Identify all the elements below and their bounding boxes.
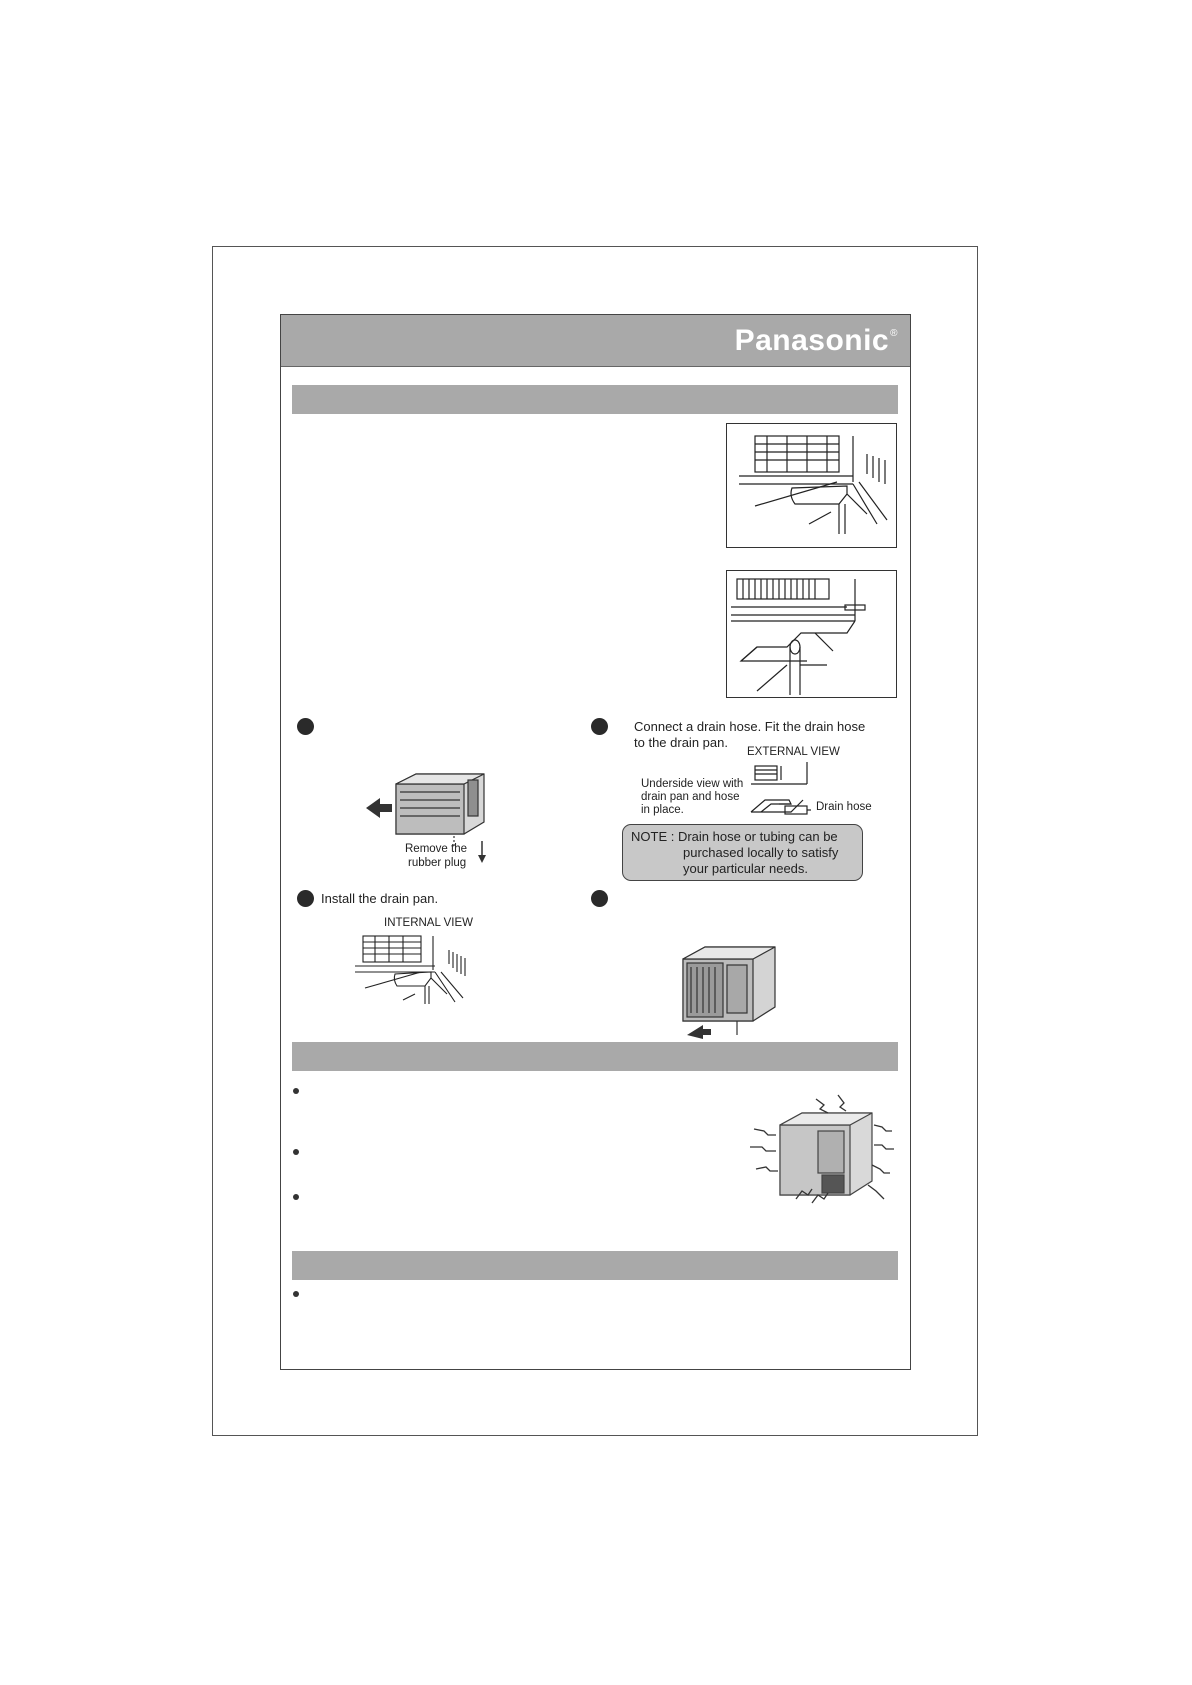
panasonic-logo: Panasonic® xyxy=(734,324,898,357)
manual-page xyxy=(280,314,911,1370)
step-4-marker xyxy=(591,890,608,907)
external-desc-line1: Underside view with xyxy=(641,778,744,790)
step-3-text: Install the drain pan. xyxy=(321,891,439,906)
note-line1: NOTE : Drain hose or tubing can be xyxy=(631,829,838,844)
note-line3: your particular needs. xyxy=(683,861,809,876)
figure-remove-rubber-plug xyxy=(366,770,496,850)
bullet-3 xyxy=(293,1194,299,1200)
bullet-1 xyxy=(293,1088,299,1094)
internal-view-title: INTERNAL VIEW xyxy=(384,917,474,929)
drain-hose-label: Drain hose xyxy=(816,801,872,813)
step-3-marker xyxy=(297,890,314,907)
figure-drain-pan-internal xyxy=(726,423,897,548)
note-line2: purchased locally to satisfy xyxy=(683,845,839,860)
note-box xyxy=(622,824,863,881)
bullet-4 xyxy=(293,1291,299,1297)
step-1-marker xyxy=(297,718,314,735)
step-2-text-line1: Connect a drain hose. Fit the drain hose xyxy=(634,719,866,734)
step-2-text-line2: to the drain pan. xyxy=(634,735,728,750)
section-bar-2 xyxy=(292,1042,898,1071)
down-arrow-icon xyxy=(477,841,487,865)
bullet-2 xyxy=(293,1149,299,1155)
figure-drain-hose-external xyxy=(726,570,897,698)
remove-plug-label-2: rubber plug xyxy=(408,857,467,869)
external-desc-line2: drain pan and hose xyxy=(641,791,740,803)
step-2-marker xyxy=(591,718,608,735)
figure-unit-drain xyxy=(681,945,785,1037)
remove-plug-label-1: Remove the xyxy=(405,843,468,855)
external-view-title: EXTERNAL VIEW xyxy=(747,746,840,758)
page-header xyxy=(281,315,910,367)
section-bar-drain-installation xyxy=(292,385,898,414)
figure-internal-view xyxy=(355,932,477,1004)
external-desc-line3: in place. xyxy=(641,804,684,816)
section-bar-3 xyxy=(292,1251,898,1280)
figure-unit-air-leaks xyxy=(746,1095,896,1215)
